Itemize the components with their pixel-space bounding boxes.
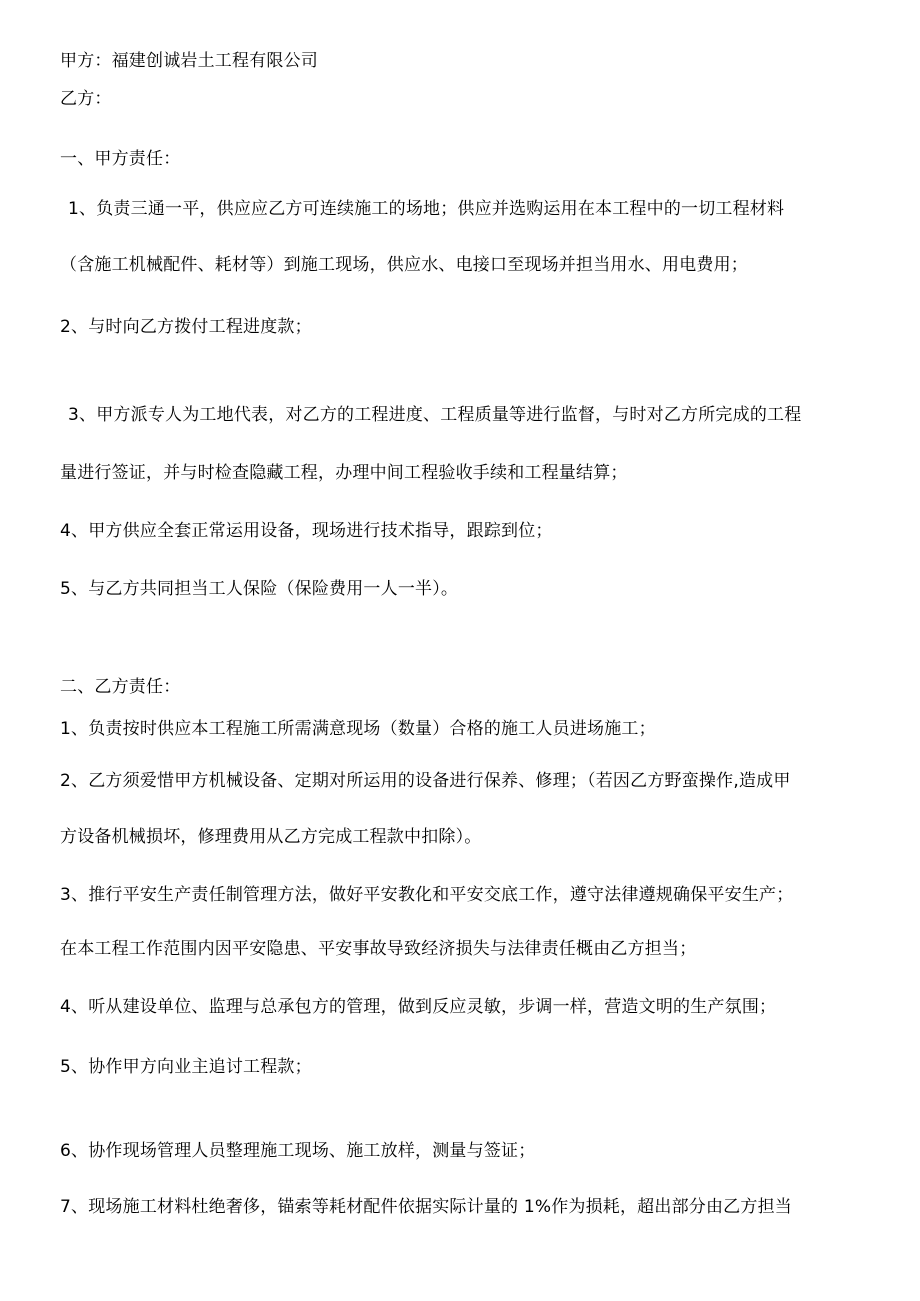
party-a-line: 甲方：福建创诚岩土工程有限公司 [60,51,318,71]
section-b-item4: 4、听从建设单位、监理与总承包方的管理，做到反应灵敏，步调一样，营造文明的生产氛围； [60,997,777,1017]
section-b-item1: 1、负责按时供应本工程施工所需满意现场（数量）合格的施工人员进场施工； [60,719,656,739]
section-a-item2: 2、与时向乙方拨付工程进度款； [60,317,312,337]
section-b-item6: 6、协作现场管理人员整理施工现场、施工放样，测量与签证； [60,1141,536,1161]
section-a-item1-line2: （含施工机械配件、耗材等）到施工现场，供应水、电接口至现场并担当用水、用电费用； [60,255,748,275]
section-a-item3-line2: 量进行签证，并与时检查隐藏工程，办理中间工程验收手续和工程量结算； [60,463,628,483]
section-b-title: 二、乙方责任： [60,677,181,697]
section-a-title: 一、甲方责任： [60,149,181,169]
section-b-item2-line1: 2、乙方须爱惜甲方机械设备、定期对所运用的设备进行保养、修理；（若因乙方野蛮操作,造成甲 [60,771,791,791]
section-b-item3-line1: 3、推行平安生产责任制管理方法，做好平安教化和平安交底工作，遵守法律遵规确保平安生产； [60,885,794,905]
section-b-item2-line2: 方设备机械损坏，修理费用从乙方完成工程款中扣除）。 [60,827,482,847]
section-b-item7: 7、现场施工材料杜绝奢侈，锚索等耗材配件依据实际计量的 1%作为损耗，超出部分由乙方担当 [60,1197,792,1217]
section-a-item3-line1: 3、甲方派专人为工地代表，对乙方的工程进度、工程质量等进行监督，与时对乙方所完成的工程 [68,405,802,425]
section-b-item3-line2: 在本工程工作范围内因平安隐患、平安事故导致经济损失与法律责任概由乙方担当； [60,939,697,959]
party-b-line: 乙方： [60,89,112,109]
section-a-item4: 4、甲方供应全套正常运用设备，现场进行技术指导，跟踪到位； [60,521,553,541]
section-b-item5: 5、协作甲方向业主追讨工程款； [60,1057,312,1077]
section-a-item5: 5、与乙方共同担当工人保险（保险费用一人一半）。 [60,579,459,599]
section-a-item1-line1: 1、负责三通一平，供应应乙方可连续施工的场地；供应并选购运用在本工程中的一切工程材料 [68,199,785,219]
